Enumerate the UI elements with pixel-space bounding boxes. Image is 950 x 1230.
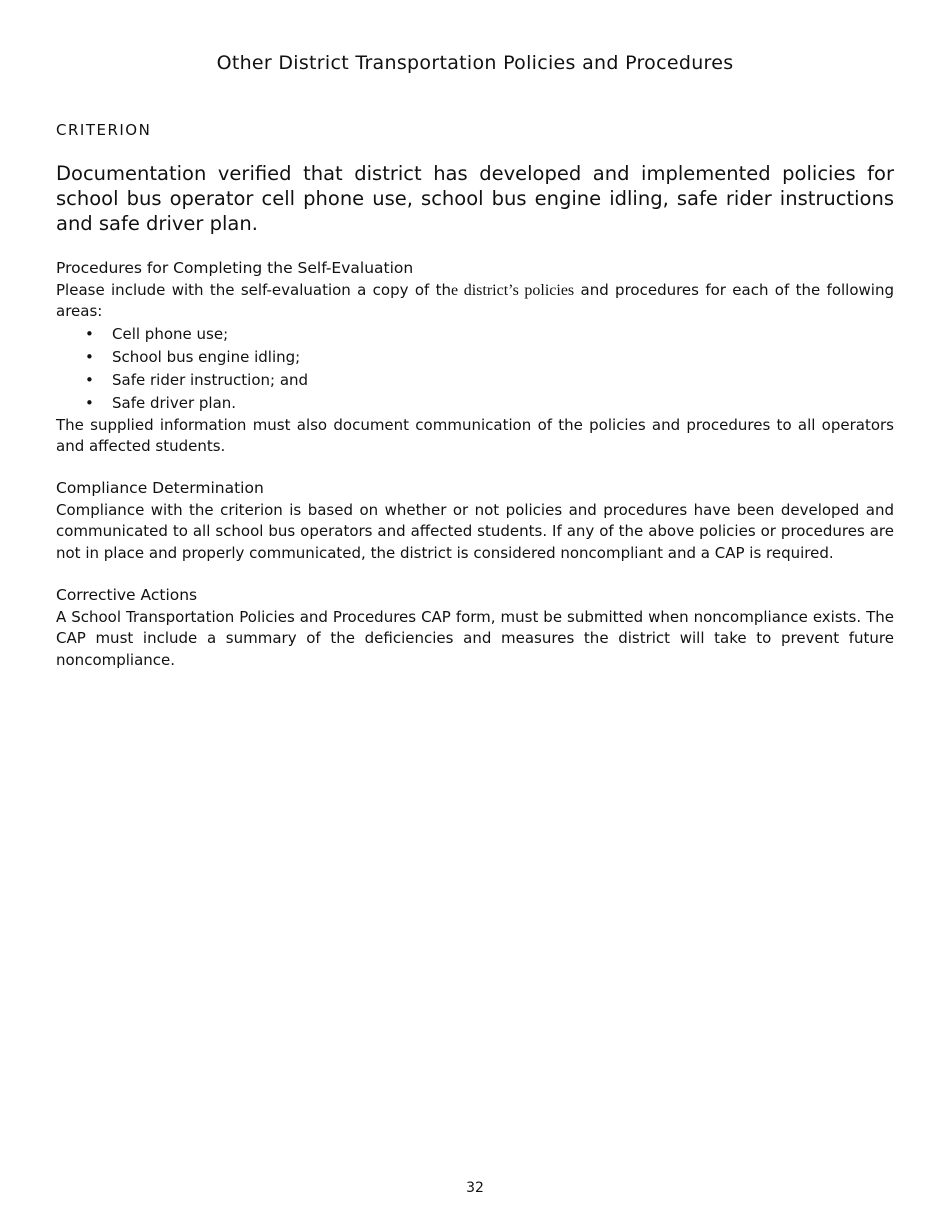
areas-list <box>56 323 894 415</box>
list-item-safe-driver: • Safe driver plan. <box>56 392 894 415</box>
criterion-label: CRITERION <box>56 121 152 139</box>
corrective-section <box>56 585 894 671</box>
criterion-text: Documentation verified that district has developed and implemented policies for school bus operator cell phone use, school bus engine idling, safe rider instructions and safe driver plan. <box>56 162 894 235</box>
procedures-heading: Procedures for Completing the Self-Evaluation <box>56 259 414 277</box>
procedures-intro-serif: e district’s policies <box>451 281 575 299</box>
list-item-engine-idling: • School bus engine idling; <box>56 346 894 369</box>
compliance-section <box>56 478 894 564</box>
list-item-safe-rider: • Safe rider instruction; and <box>56 369 894 392</box>
corrective-text: A School Transportation Policies and Procedures CAP form, must be submitted when noncompliance exists. The CAP must include a summary of the deficiencies and measures the district will take to prevent future noncompliance. <box>56 607 894 669</box>
corrective-heading: Corrective Actions <box>56 586 198 604</box>
procedures-intro-part1: Please include with the self-evaluation a copy of th <box>56 280 452 299</box>
procedures-intro-part2: and procedures for each of the following areas: <box>56 280 894 320</box>
page-number: 32 <box>466 1180 484 1196</box>
procedures-closing: The supplied information must also document communication of the policies and procedures to all operators and affected students. <box>56 415 894 455</box>
list-item-cell-phone: • Cell phone use; <box>56 323 894 346</box>
procedures-section <box>56 258 894 458</box>
procedures-intro <box>56 280 894 323</box>
compliance-text: Compliance with the criterion is based on whether or not policies and procedures have been developed and communicated to all school bus operators and affected students. If any of the above policies or procedures are not in place and properly communicated, the district is considered noncompliant and a CAP is required. <box>56 500 894 562</box>
compliance-heading: Compliance Determination <box>56 479 264 497</box>
page-title: Other District Transportation Policies and Procedures <box>216 52 734 74</box>
